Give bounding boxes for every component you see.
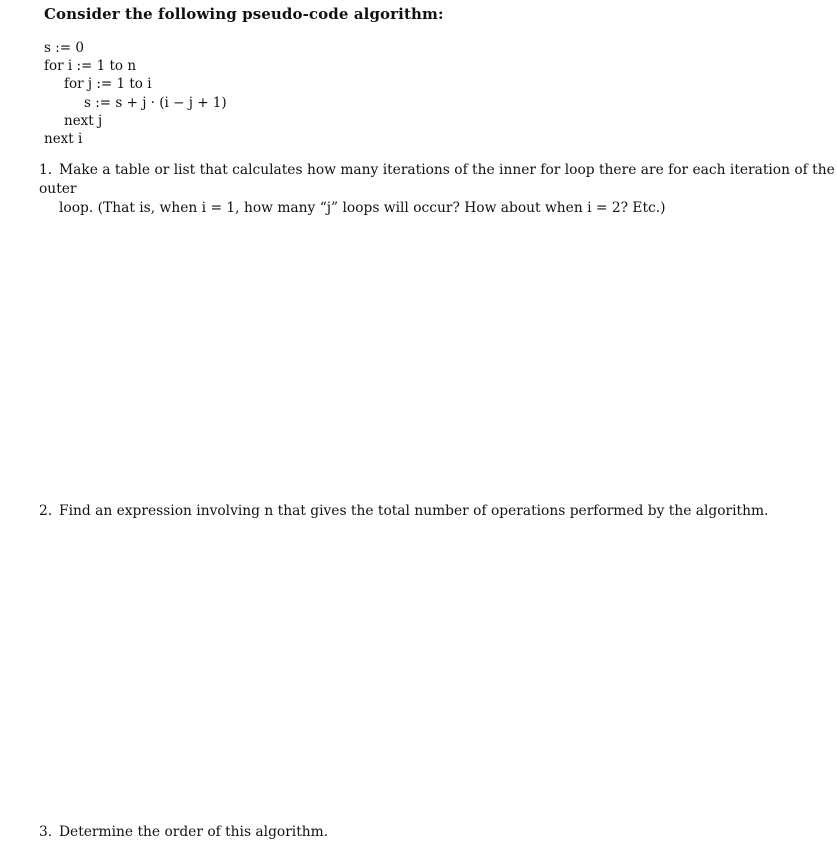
pseudo-code-block <box>44 39 227 148</box>
question-2 <box>39 502 768 521</box>
question-3-number: 3. <box>39 824 53 840</box>
code-line-assignment: s := s + j · (i − j + 1) <box>84 94 227 111</box>
question-1-text-line1: Make a table or list that calculates how many iterations of the inner for loop there are for each iteration of the outer <box>39 162 835 197</box>
question-1 <box>39 161 837 218</box>
question-1-text-line2: loop. (That is, when i = 1, how many “j” loops will occur? How about when i = 2? Etc.) <box>59 200 666 216</box>
question-3-text: Determine the order of this algorithm. <box>59 824 329 840</box>
question-2-text: Find an expression involving n that gives the total number of operations performed by the algorithm. <box>59 503 769 519</box>
code-line-init: s := 0 <box>44 40 84 56</box>
code-line-inner-for: for j := 1 to i <box>64 76 152 93</box>
code-line-next-j: next j <box>64 112 103 129</box>
page-heading: Consider the following pseudo-code algorithm: <box>44 5 444 23</box>
question-2-number: 2. <box>39 503 53 519</box>
code-line-outer-for: for i := 1 to n <box>44 58 137 75</box>
question-3 <box>39 823 328 842</box>
question-1-number: 1. <box>39 162 53 178</box>
code-line-next-i: next i <box>44 131 83 148</box>
